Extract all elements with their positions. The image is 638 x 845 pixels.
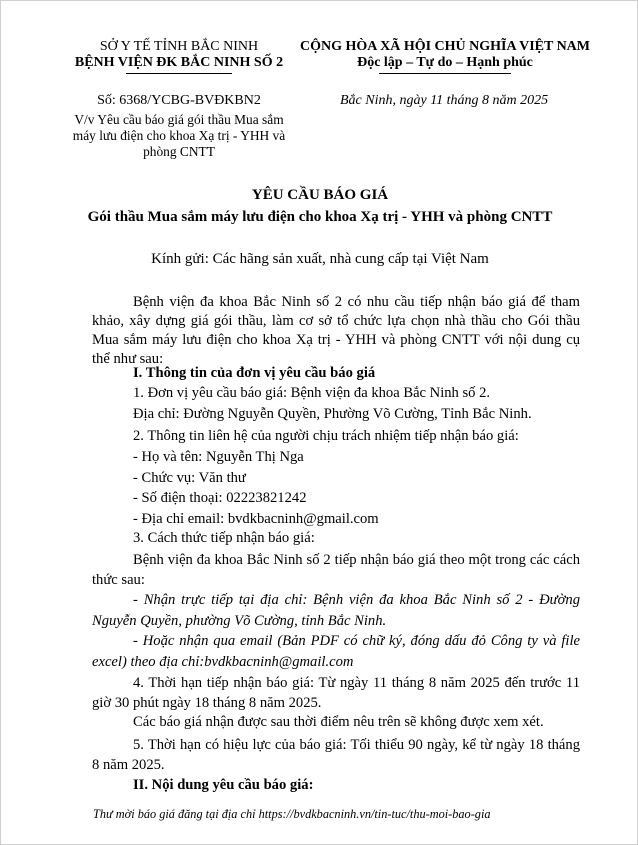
nation-underline xyxy=(379,73,511,74)
contact-name: - Họ và tên: Nguyễn Thị Nga xyxy=(133,449,304,465)
deadline-line-1: 4. Thời hạn tiếp nhận báo giá: Từ ngày 11 tháng 8 năm 2025 đến trước 11 xyxy=(133,675,580,691)
contact-email: - Địa chỉ email: bvdkbacninh@gmail.com xyxy=(133,511,379,527)
intro-line-1: Bệnh viện đa khoa Bắc Ninh số 2 có nhu cầu tiếp nhận báo giá để tham xyxy=(133,294,580,310)
subject-line-3: phòng CNTT xyxy=(143,144,215,159)
doc-number: Số: 6368/YCBG-BVĐKBN2 xyxy=(97,93,261,108)
validity-line-1: 5. Thời hạn có hiệu lực của báo giá: Tối thiểu 90 ngày, kể từ ngày 18 tháng xyxy=(133,737,580,753)
intro-line-2: khảo, xây dựng giá gói thầu, làm cơ sở tổ chức lựa chọn nhà thầu cho Gói thầu xyxy=(92,313,580,329)
method-line-1: Bệnh viện đa khoa Bắc Ninh số 2 tiếp nhận báo giá theo một trong các cách xyxy=(133,552,580,568)
validity-line-2: 8 năm 2025. xyxy=(92,757,165,773)
section-1-item-3: 3. Cách thức tiếp nhận báo giá: xyxy=(133,530,315,546)
nation-line-1: CỘNG HÒA XÃ HỘI CHỦ NGHĨA VIỆT NAM xyxy=(299,39,590,54)
section-1-item-2: 2. Thông tin liên hệ của người chịu trách nhiệm tiếp nhận báo giá: xyxy=(133,428,519,444)
late-note: Các báo giá nhận được sau thời điểm nêu trên sẽ không được xem xét. xyxy=(133,714,544,730)
agency-line-1: SỞ Y TẾ TỈNH BẮC NINH xyxy=(99,39,259,54)
section-2-heading: II. Nội dung yêu cầu báo giá: xyxy=(133,777,314,793)
email-method-line-1: - Hoặc nhận qua email (Bản PDF có chữ ký, đóng dấu đỏ Công ty và file xyxy=(133,633,580,649)
agency-underline xyxy=(126,73,232,74)
section-1-heading: I. Thông tin của đơn vị yêu cầu báo giá xyxy=(133,365,376,381)
contact-position: - Chức vụ: Văn thư xyxy=(133,470,246,486)
document-subtitle: Gói thầu Mua sắm máy lưu điện cho khoa Xạ trị - YHH và phòng CNTT xyxy=(87,209,553,225)
email-method-line-2: excel) theo địa chỉ:bvdkbacninh@gmail.com xyxy=(92,654,354,670)
subject-line-2: máy lưu điện cho khoa Xạ trị - YHH và xyxy=(72,128,286,143)
agency-line-2: BỆNH VIỆN ĐK BẮC NINH SỐ 2 xyxy=(74,55,284,70)
direct-line-1: - Nhận trực tiếp tại địa chỉ: Bệnh viện đa khoa Bắc Ninh số 2 - Đường xyxy=(133,592,580,608)
direct-line-2: Nguyễn Quyền, phường Võ Cường, tỉnh Bắc Ninh. xyxy=(92,613,387,629)
section-1-item-1: 1. Đơn vị yêu cầu báo giá: Bệnh viện đa khoa Bắc Ninh số 2. xyxy=(133,385,491,401)
method-line-2: thức sau: xyxy=(92,572,145,588)
intro-line-3: Mua sắm máy lưu điện cho khoa Xạ trị - YHH và phòng CNTT với nội dung cụ xyxy=(92,332,580,348)
recipient-line: Kính gửi: Các hãng sản xuất, nhà cung cấp tại Việt Nam xyxy=(151,251,489,267)
document-title: YÊU CẦU BÁO GIÁ xyxy=(251,187,389,203)
footer-note: Thư mời báo giá đăng tại địa chỉ https://bvdkbacninh.vn/tin-tuc/thu-moi-bao-gia xyxy=(93,807,491,821)
contact-phone: - Số điện thoại: 02223821242 xyxy=(133,490,307,506)
deadline-line-2: giờ 30 phút ngày 18 tháng 8 năm 2025. xyxy=(92,695,322,711)
intro-line-4: thể như sau: xyxy=(92,351,164,367)
date-place: Bắc Ninh, ngày 11 tháng 8 năm 2025 xyxy=(340,93,549,108)
nation-line-2: Độc lập – Tự do – Hạnh phúc xyxy=(357,55,533,70)
section-1-address: Địa chỉ: Đường Nguyễn Quyền, Phường Võ Cường, Tỉnh Bắc Ninh. xyxy=(133,406,532,422)
subject-line-1: V/v Yêu cầu báo giá gói thầu Mua sắm xyxy=(74,112,284,127)
